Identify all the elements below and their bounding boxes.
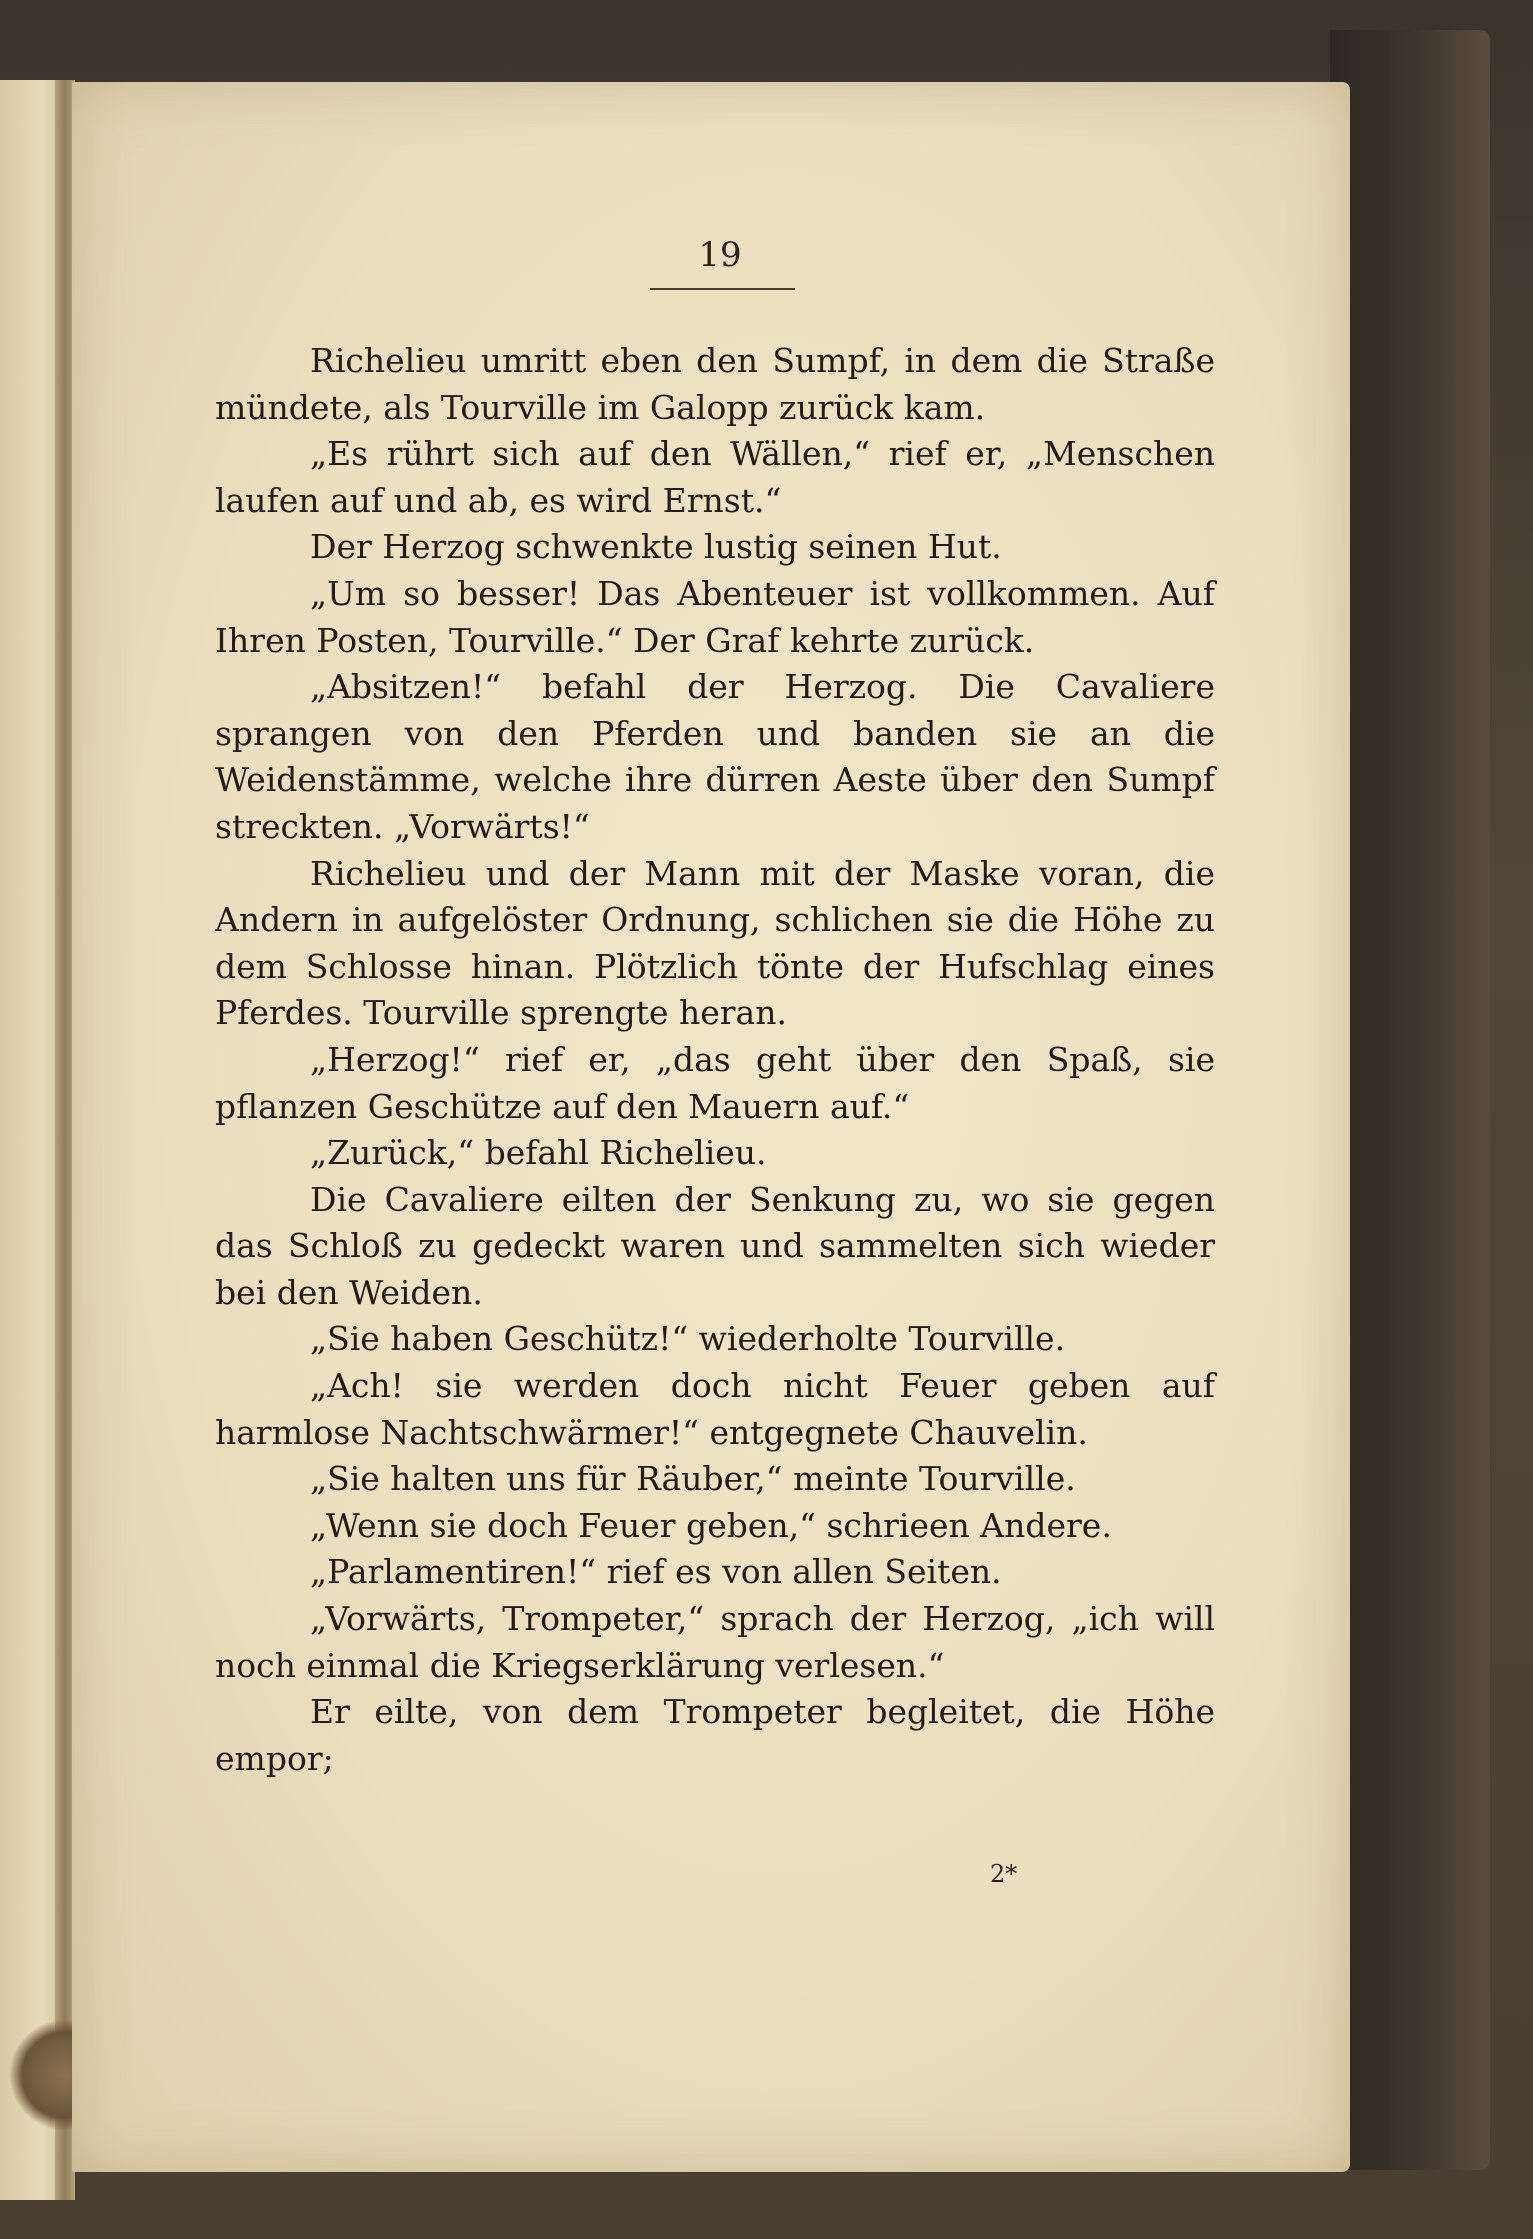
paragraph: „Parlamentiren!“ rief es von allen Seiten. xyxy=(310,1552,1002,1592)
paragraph: „Vorwärts, Trompeter,“ sprach der Herzog, „ich will noch einmal die Kriegserklärung verlesen.“ xyxy=(215,1599,1215,1685)
body-text xyxy=(215,338,1215,1782)
paragraph: „Herzog!“ rief er, „das geht über den Spaß, sie pflanzen Geschütze auf den Mauern auf.“ xyxy=(215,1039,1215,1126)
book-cover-edge xyxy=(1330,30,1490,2170)
paragraph: „Zurück,“ befahl Richelieu. xyxy=(310,1133,767,1173)
paragraph: Er eilte, von dem Trompeter begleitet, die Höhe empor; xyxy=(215,1692,1215,1778)
page-number: 19 xyxy=(698,235,742,275)
paragraph: Richelieu und der Mann mit der Maske voran, die Andern in aufgelöster Ordnung, schlichen sie die Höhe zu dem Schlosse hinan. Plötzlich tönte der Hufschlag eines Pferdes. Tourville sprengte heran. xyxy=(215,853,1215,1033)
paragraph: Der Herzog schwenkte lustig seinen Hut. xyxy=(310,527,1002,567)
printer-signature-mark: 2* xyxy=(990,1860,1018,1888)
page-number-rule xyxy=(650,288,795,290)
paragraph: „Um so besser! Das Abenteuer ist vollkommen. Auf Ihren Posten, Tourville.“ Der Graf kehrte zurück. xyxy=(215,573,1215,660)
paragraph: „Es rührt sich auf den Wällen,“ rief er, „Menschen laufen auf und ab, es wird Ernst.“ xyxy=(215,434,1215,520)
paragraph: „Sie haben Geschütz!“ wiederholte Tourville. xyxy=(310,1319,1066,1359)
paragraph: Die Cavaliere eilten der Senkung zu, wo sie gegen das Schloß zu gedeckt waren und sammelten sich wieder bei den Weiden. xyxy=(215,1179,1215,1312)
paragraph: „Wenn sie doch Feuer geben,“ schrieen Andere. xyxy=(310,1505,1112,1545)
paragraph: „Sie halten uns für Räuber,“ meinte Tourville. xyxy=(310,1459,1076,1499)
paragraph: „Absitzen!“ befahl der Herzog. Die Cavaliere sprangen von den Pferden und banden sie an die Weidenstämme, welche ihre dürren Aeste über den Sumpf streckten. „Vorwärts!“ xyxy=(215,667,1215,846)
paragraph: „Ach! sie werden doch nicht Feuer geben auf harmlose Nachtschwärmer!“ entgegnete Chauvelin. xyxy=(215,1366,1215,1452)
paragraph: Richelieu umritt eben den Sumpf, in dem die Straße mündete, als Tourville im Galopp zurück kam. xyxy=(215,341,1215,427)
